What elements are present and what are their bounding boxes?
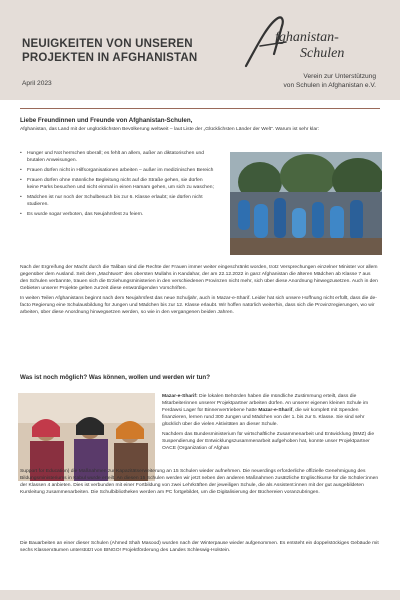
section2-heading: Was ist noch möglich? Was können, wollen und werden wir tun?	[20, 374, 210, 381]
mazar-label-2: Mazar-e-Sharif	[258, 408, 293, 414]
bullet-item: • Es wurde sogar verboten, das Neujahrsfest zu feiern.	[20, 211, 215, 218]
paragraph-mazar	[162, 393, 380, 428]
page-title: NEUIGKEITEN VON UNSEREN PROJEKTEN IN AFGHANISTAN	[22, 38, 198, 64]
page-footer	[0, 590, 400, 600]
construction-text: Die Bauarbeiten an einer dieser Schulen (Ahmed Shah Masood) wurden nach der Winterpause wieder aufgenommen. Es entsteht ein doppelstöckiges Gebäude mit sechs Klassenräumen unterstützt von BINGO! Projektförderung des Landes Schleswig-Holstein.	[20, 541, 379, 554]
paragraph-taliban: Nach der Ergreifung der Macht durch die Taliban sind die Rechte der Frauen immer weiter eingeschränkt worden, trotz Versprechungen einzelner Minister vor allem gegenüber dem Ausland. Seit dem „Machtwort“ des obersten Mullahs in Kandahar, der am 22.12.2022 in ganz Afghanistan die älteren Mädchen ab Klasse 7 aus den Schulen verbannte, trauen sich die Erziehungsministerien in den verschiedenen Provinzen nicht mehr, sich über diese Anordnung hinwegzusetzen. Auch in den Gebieten unserer Projekte gelten zurzeit diese entwürdigenden Vorschriften.	[20, 265, 378, 292]
mazar-label: Mazar-e-Sharif:	[162, 394, 198, 399]
bullet-list	[20, 150, 215, 221]
oace-text: Support for Education) die Maßnahmen zur Kapazitätserweiterung an 15 Schulen wieder aufnehmen. Die neuerdings erforderliche offizielle Genehmigung des Bildungsministeriums in Kabul wurde erteilt. An diesen 15 Schulen werden wir jetzt neben den anderen Maßnahmen zusätzliche Englischkurse für die Schüler:innen der Klassen 4 anbieten. Dies ist verbunden mit einer Fortbildung von zwei Lehrkräften der jeweiligen Schule, die als Assistent:innen mit der gut ausgebildeten Kursleitung zusammenarbeiten. Die Schulbibliotheken werden am PC fortgebildet, um die Digitalisierung der Büchereien voranzubringen.	[20, 469, 379, 496]
paragraph-bmz: Nachdem das Bundesministerium für wirtschaftliche Zusammenarbeit und Entwicklung (BMZ) die Suspendierung der Entwicklungszusammenarbeit aufgehoben hat, konnte unser Projektpartner OACE (Organization of Afghan	[162, 432, 375, 452]
header-divider	[20, 108, 380, 109]
bullet-item: • Frauen dürfen ohne männliche Begleitung nicht auf die Straße gehen, sie dürfen keine Parks besuchen und nicht einmal in einen Hamam gehen, um sich zu waschen;	[20, 177, 215, 191]
paragraph-school-year: In weiten Teilen Afghanistans beginnt nach dem Neujahrsfest das neue Schuljahr, auch in Mazar-e-Sharif. Leider hat sich unsere Hoffnung nicht erfüllt, dass die de-facto Regierung eine Schulausbildung für Jungen und Mädchen bis zur 12. Klasse erlaubt. Wir hoffen natürlich weiterhin, dass sich die Provinzregierungen, wo wir arbeiten, über diese Anordnung hinwegsetzen werden, so wie in den vergangenen beiden Jahren.	[20, 296, 377, 316]
bullet-item: • Mädchen ist nur noch der Schulbesuch bis zur 6. Klasse erlaubt; sie dürfen nicht studieren.	[20, 194, 215, 208]
greeting-heading: Liebe Freundinnen und Freunde von Afghanistan-Schulen,	[20, 117, 193, 124]
logo-text-line2: Schulen	[300, 46, 345, 61]
market-crowd-photo	[230, 152, 382, 255]
intro-paragraph	[20, 126, 380, 136]
issue-date: April 2023	[22, 80, 52, 87]
association-line1: Verein zur Unterstützung	[303, 73, 376, 80]
section2-right-column	[162, 393, 380, 455]
association-line2: von Schulen in Afghanistan e.V.	[283, 82, 376, 89]
bullet-item: • Frauen dürfen nicht in Hilfsorganisationen arbeiten – außer im medizinischen Bereich	[20, 167, 215, 174]
paragraph-oace	[20, 468, 380, 499]
section1-paragraphs	[20, 264, 380, 319]
bullet-item: • Hunger und Not herrschen überall; es fehlt an allem, außer an diktatorischen und brutalen Anweisungen.	[20, 150, 215, 164]
logo-text-line1: fghanistan-	[275, 30, 339, 45]
association-name	[283, 72, 376, 90]
paragraph-construction	[20, 540, 380, 557]
intro-text: Afghanistan, das Land mit der unglücklichsten Bevölkerung weltweit – laut Liste der „Glücklichsten Länder der Welt“. Warum ist sehr klar:	[20, 127, 320, 132]
mazar-text-end: , die wir komplett mit Spenden finanzieren, lernen rund 300 Jungen und Mädchen von der 1. bis zur 5. Klasse. Sie sind sehr glücklich über die vielen Aktivitäten an dieser Schule.	[162, 408, 365, 428]
mazar-text: Die lokalen Behörden haben die mündliche Zustimmung erteilt, dass die Mitarbeiterinnen unserer Projektpartner arbeiten dürfen. An unserer eigenen kleinen Schule im Ferdawsi Lager für Binnenvertriebene hatte	[162, 394, 369, 414]
